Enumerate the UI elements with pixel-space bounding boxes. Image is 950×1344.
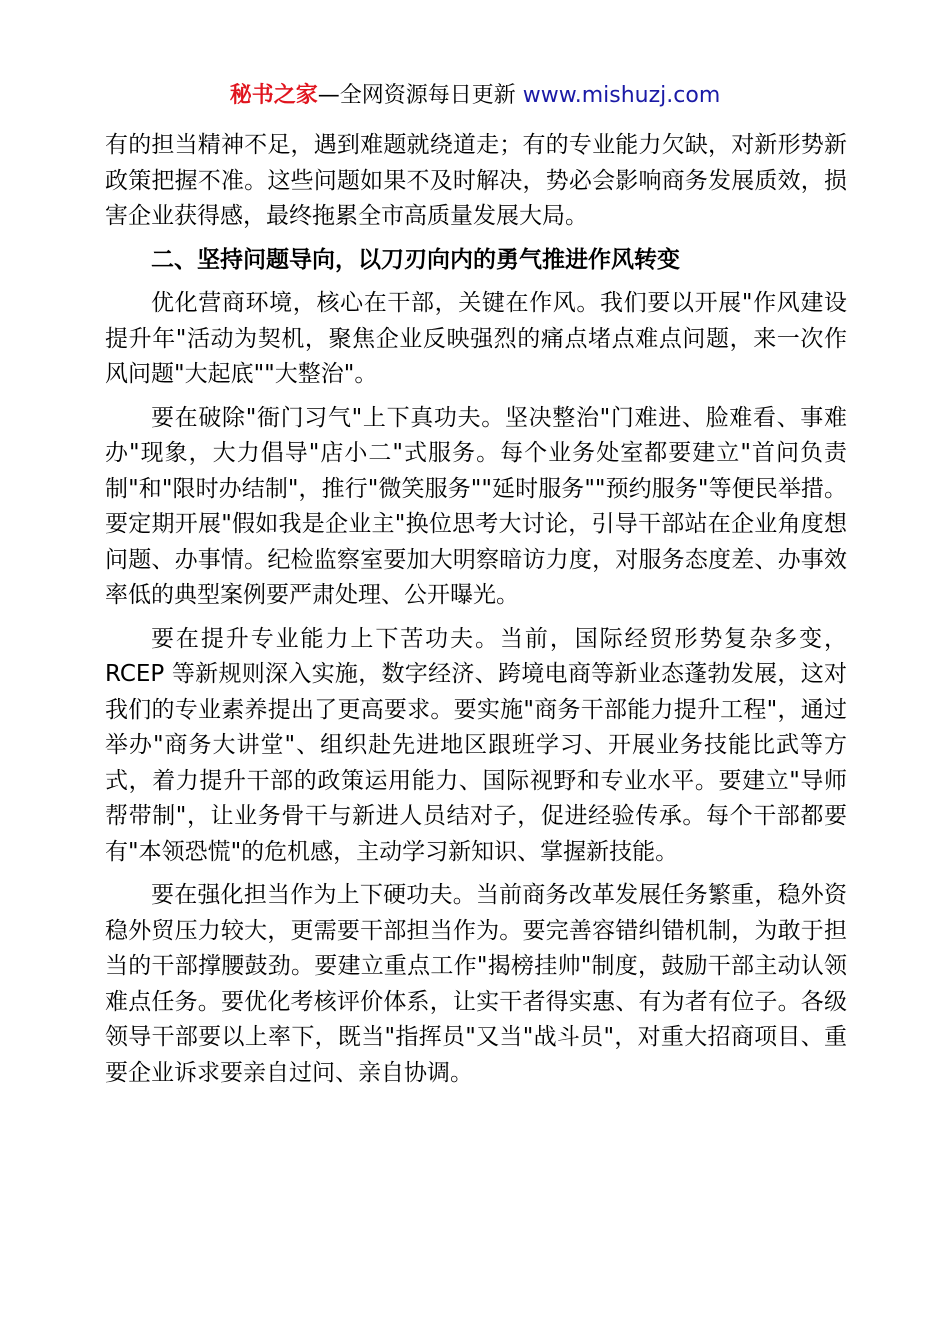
header-tagline: —全网资源每日更新 (317, 83, 516, 108)
paragraph-office-habits: 要在破除"衙门习气"上下真功夫。坚决整治"门难进、脸难看、事难办"现象，大力倡导"店小二"式服务。每个业务处室都要建立"首问负责制"和"限时办结制"，推行"微笑服务""延时服务""预约服务"等便民举措。要定期开展"假如我是企业主"换位思考大讨论，引导干部站在企业角度想问题、办事情。纪检监察室要加大明察暗访力度，对服务态度差、办事效率低的典型案例要严肃处理、公开曝光。 (105, 404, 847, 608)
page-header (0, 80, 950, 112)
document-body (105, 128, 847, 1099)
site-url-link[interactable]: www.mishuzj.com (522, 83, 721, 108)
section-heading-2: 二、坚持问题导向，以刀刃向内的勇气推进作风转变 (151, 246, 680, 273)
paragraph-responsibility: 要在强化担当作为上下硬功夫。当前商务改革发展任务繁重，稳外资稳外贸压力较大，更需要干部担当作为。要完善容错纠错机制，为敢于担当的干部撑腰鼓劲。要建立重点工作"揭榜挂帅"制度，鼓励干部主动认领难点任务。要优化考核评价体系，让实干者得实惠、有为者有位子。各级领导干部要以上率下，既当"指挥员"又当"战斗员"，对重大招商项目、重要企业诉求要亲自过问、亲自协调。 (105, 882, 847, 1086)
paragraph-professional-ability: 要在提升专业能力上下苦功夫。当前，国际经贸形势复杂多变，RCEP 等新规则深入实施，数字经济、跨境电商等新业态蓬勃发展，这对我们的专业素养提出了更高要求。要实施"商务干部能力提升工程"，通过举办"商务大讲堂"、组织赴先进地区跟班学习、开展业务技能比武等方式，着力提升干部的政策运用能力、国际视野和专业水平。要建立"导师帮带制"，让业务骨干与新进人员结对子，促进经验传承。每个干部都要有"本领恐慌"的危机感，主动学习新知识、掌握新技能。 (105, 625, 847, 865)
paragraph-intro: 优化营商环境，核心在干部，关键在作风。我们要以开展"作风建设提升年"活动为契机，聚焦企业反映强烈的痛点堵点难点问题，来一次作风问题"大起底""大整治"。 (105, 290, 847, 387)
brand-name: 秘书之家 (229, 83, 318, 108)
paragraph-continued: 有的担当精神不足，遇到难题就绕道走；有的专业能力欠缺，对新形势新政策把握不准。这些问题如果不及时解决，势必会影响商务发展质效，损害企业获得感，最终拖累全市高质量发展大局。 (105, 132, 847, 229)
